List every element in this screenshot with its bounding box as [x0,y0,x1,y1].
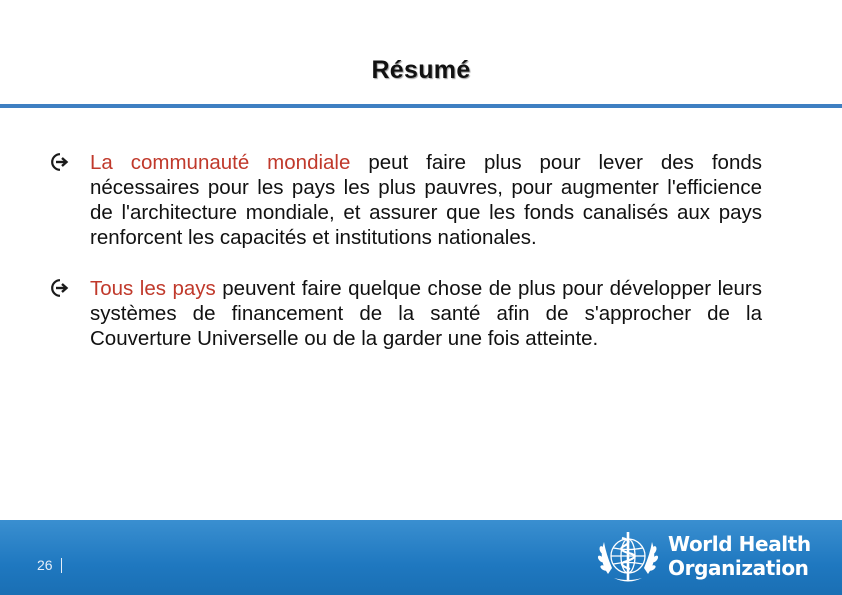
who-emblem-icon [592,524,664,590]
title-container [0,56,842,85]
bullet-highlight: Tous les pays [90,277,216,300]
bullet-highlight: La communauté mondiale [90,151,351,174]
bullet-item [50,276,762,351]
bullet-body: peut faire plus pour lever des fonds nécessaires pour les pays les plus pauvres, pour augmenter l'efficience de l'architecture mondiale, et assurer que les fonds canalisés aux pays renforcent les capacités et institutions nationales. [90,151,763,249]
arrow-circle-right-icon [50,152,70,172]
footer-bar [0,520,842,595]
logo-line-1: World Health [668,532,811,556]
bullet-text [90,276,762,351]
page-number: 26 [37,557,53,573]
bullet-list [50,150,762,377]
arrow-circle-right-icon [50,278,70,298]
title-divider [0,104,842,108]
bullet-item [50,150,762,250]
logo-line-2: Organization [668,556,809,580]
bullet-body: peuvent faire quelque chose de plus pour développer leurs systèmes de financement de la santé afin de s'approcher de la Couverture Universelle ou de la garder une fois atteinte. [90,277,762,350]
page-number-separator [61,558,62,573]
bullet-text [90,150,762,250]
who-logo-text [668,532,811,580]
slide-title: Résumé [371,56,471,84]
